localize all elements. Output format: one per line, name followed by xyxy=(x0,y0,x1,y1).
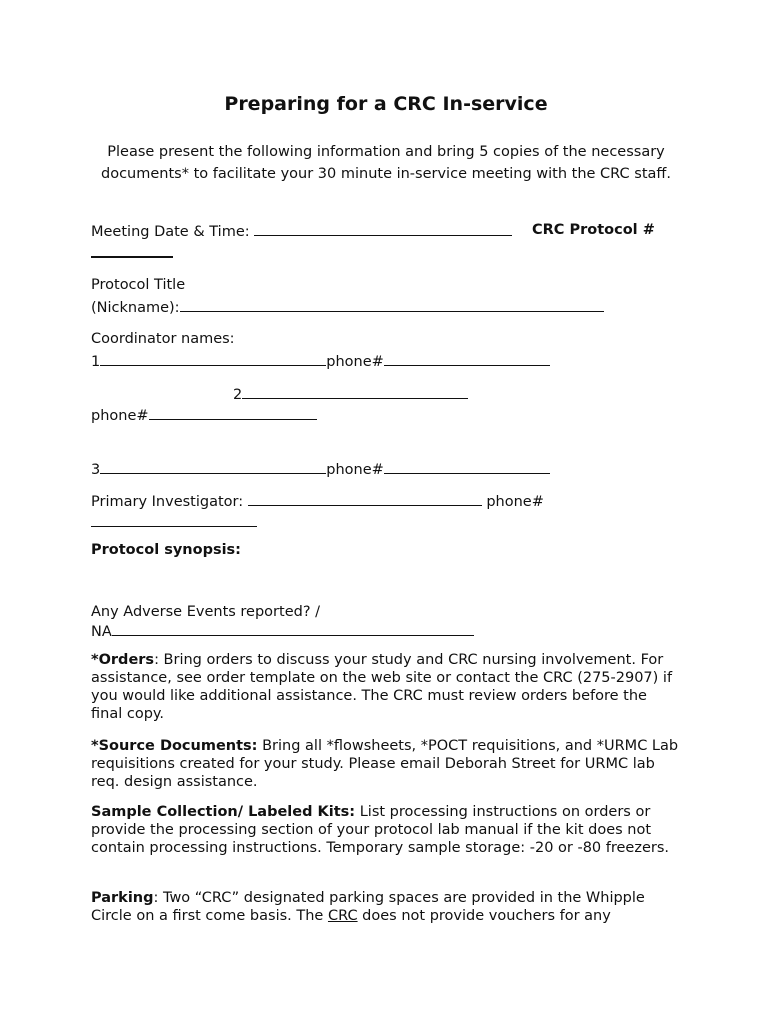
nickname-field[interactable] xyxy=(180,297,604,312)
phone-label: phone# xyxy=(486,494,544,510)
parking-text-2: does not provide vouchers for any xyxy=(357,908,611,924)
source-paragraph xyxy=(91,737,681,791)
parking-paragraph xyxy=(91,889,681,925)
intro-text: Please present the following information and bring 5 copies of the necessary documents* to facilitate your 30 minute in-service meeting with the CRC staff. xyxy=(101,144,671,182)
nickname-label: (Nickname): xyxy=(91,300,180,316)
coordinator-3-number: 3 xyxy=(91,462,101,478)
orders-paragraph xyxy=(91,651,681,723)
source-label: *Source Documents: xyxy=(91,738,258,754)
coordinator-2-name-field[interactable] xyxy=(242,384,468,399)
parking-crc-link[interactable]: CRC xyxy=(327,908,358,924)
nickname-row xyxy=(91,297,604,317)
crc-protocol-row xyxy=(91,242,173,263)
pi-label: Primary Investigator: xyxy=(91,494,244,510)
sample-paragraph xyxy=(91,803,681,857)
protocol-title-label: Protocol Title xyxy=(91,277,186,293)
pi-row xyxy=(91,491,544,511)
pi-phone-row xyxy=(91,512,257,532)
phone-label: phone# xyxy=(91,408,149,424)
source-text: Bring all *flowsheets, *POCT requisitions, and *URMC Lab requisitions created for your study. Please email Deborah Street for URMC lab req. design assistance. xyxy=(91,738,679,790)
adverse-field[interactable] xyxy=(112,621,474,636)
coordinator-3-name-field[interactable] xyxy=(100,459,326,474)
parking-text-1: : Two “CRC” designated parking spaces are provided in the Whipple Circle on a first come basis. The xyxy=(91,890,645,924)
coordinator-1-name-field[interactable] xyxy=(100,351,326,366)
parking-label: Parking xyxy=(91,890,154,906)
meeting-date-field[interactable] xyxy=(254,221,512,236)
crc-protocol-label: CRC Protocol # xyxy=(532,222,655,238)
orders-label: *Orders xyxy=(91,652,155,668)
orders-text: : Bring orders to discuss your study and CRC nursing involvement. For assistance, see order template on the web site or contact the CRC (275-2907) if you would like additional assistance. The CRC must review orders before the final copy. xyxy=(91,652,673,722)
coordinator-1-phone-field[interactable] xyxy=(384,351,550,366)
coordinator-1-number: 1 xyxy=(91,354,101,370)
pi-name-field[interactable] xyxy=(248,491,482,506)
adverse-row xyxy=(91,621,474,641)
crc-protocol-field[interactable] xyxy=(91,242,173,258)
coordinator-2-phone-field[interactable] xyxy=(149,405,317,420)
adverse-question: Any Adverse Events reported? / xyxy=(91,604,321,620)
coordinator-3-phone-field[interactable] xyxy=(384,459,550,474)
coordinator-3-row xyxy=(91,459,550,479)
coordinator-1-row xyxy=(91,351,550,371)
sample-text: List processing instructions on orders or provide the processing section of your protocol lab manual if the kit does not contain processing instructions. Temporary sample storage: -20 or -80 freezers. xyxy=(91,804,670,856)
phone-label: phone# xyxy=(326,462,384,478)
phone-label: phone# xyxy=(326,354,384,370)
synopsis-label: Protocol synopsis: xyxy=(91,542,241,558)
coordinator-2-phone-row xyxy=(91,405,317,425)
coordinator-label: Coordinator names: xyxy=(91,331,235,347)
page-title: Preparing for a CRC In-service xyxy=(224,93,548,115)
coordinator-2-number: 2 xyxy=(233,387,243,403)
adverse-na: NA xyxy=(91,624,112,640)
pi-phone-field[interactable] xyxy=(91,512,257,527)
meeting-label: Meeting Date & Time: xyxy=(91,224,250,240)
coordinator-2-row xyxy=(233,384,468,404)
meeting-row xyxy=(91,221,512,241)
sample-label: Sample Collection/ Labeled Kits: xyxy=(91,804,356,820)
